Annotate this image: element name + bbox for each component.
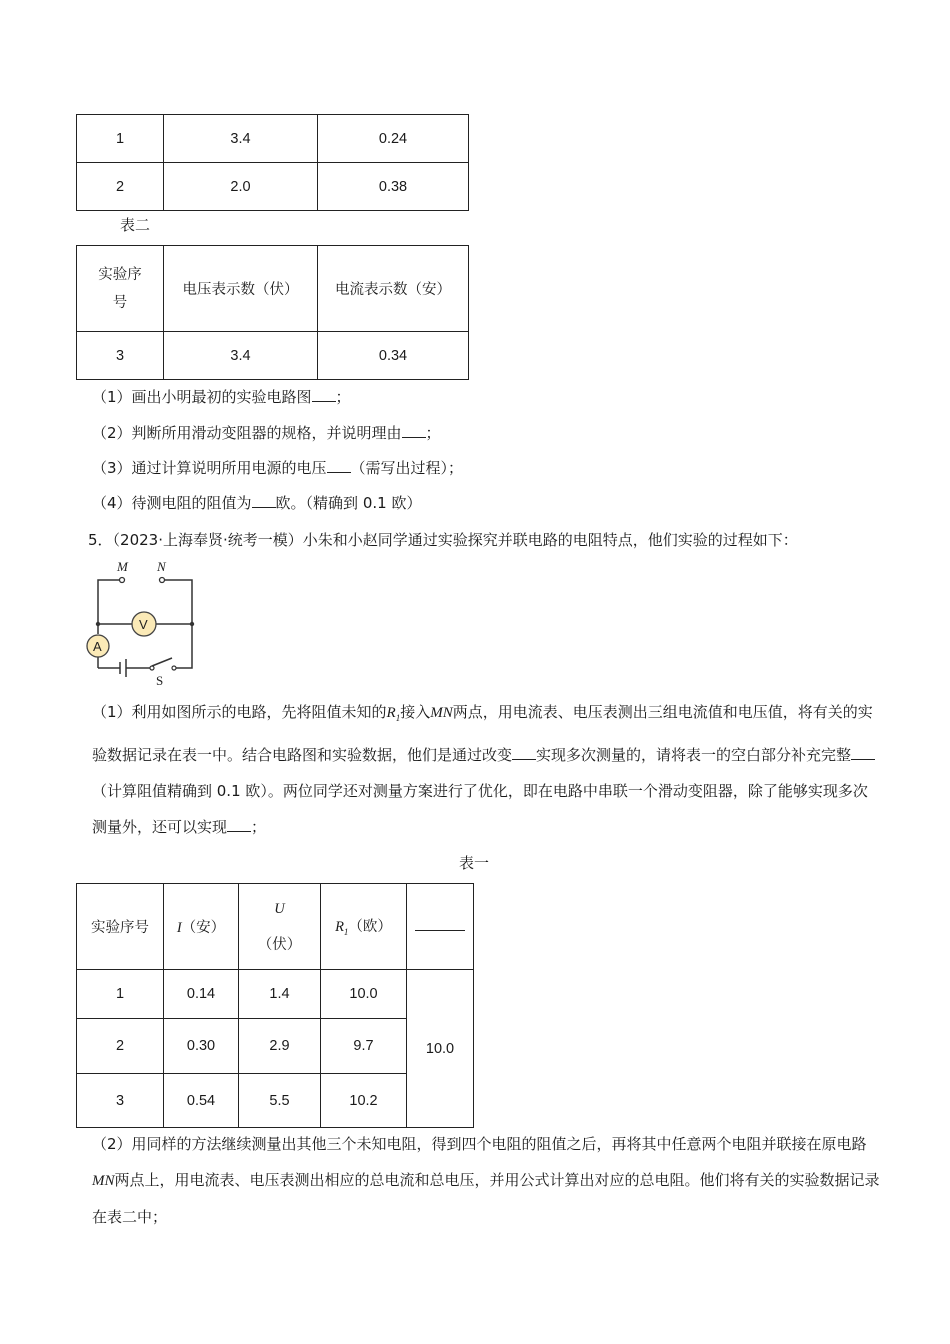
table-cell: 2.0 xyxy=(164,163,318,211)
table-cell: 0.24 xyxy=(318,115,469,163)
q4-part1-text: （1）画出小明最初的实验电路图 xyxy=(92,388,312,406)
table-header-cell xyxy=(321,884,407,970)
q4-part2-text: （2）判断所用滑动变阻器的规格，并说明理由 xyxy=(92,424,402,442)
q5-part2-text: 两点上，用电流表、电压表测出相应的总电流和总电压，并用公式计算出对应的总电阻。他们将有关的实验数据记录在表二中； xyxy=(92,1171,880,1226)
header-var-r-sub: 1 xyxy=(343,926,349,937)
junction-dot xyxy=(190,622,194,626)
header-var-r: R xyxy=(335,919,344,936)
answer-blank[interactable] xyxy=(252,495,276,508)
q5-part1-text: 两点，用电流表、电压表测出三组电流值和电压值，将有关的实验数据记录在表一中。结合电路图和实验数据，他们是通过改变 xyxy=(92,703,873,764)
terminal-n-dot xyxy=(160,578,165,583)
header-unit: （安） xyxy=(181,920,226,936)
table-cell: 3 xyxy=(77,332,164,380)
header-unit: （欧） xyxy=(348,919,392,936)
table2 xyxy=(76,245,469,380)
q5-part1-text: （1）利用如图所示的电路，先将阻值未知的 xyxy=(92,703,387,721)
q5-stem xyxy=(88,529,798,550)
table-cell: 2 xyxy=(77,163,164,211)
var-r-sub: 1 xyxy=(395,713,401,723)
q5-source: （2023·上海奉贤·统考一模） xyxy=(112,531,303,549)
header-var-u: U xyxy=(274,900,285,917)
var-mn: MN xyxy=(92,1173,115,1189)
q5-part2 xyxy=(92,1126,882,1235)
table-row xyxy=(77,970,474,1019)
q4-part3 xyxy=(92,457,463,478)
table-header-cell xyxy=(77,246,164,332)
table-row xyxy=(77,332,469,380)
table-header-cell: 电压表示数（伏） xyxy=(164,246,318,332)
switch-contact-dot xyxy=(150,666,154,670)
header-unit: （伏） xyxy=(257,936,302,953)
table-cell: 0.14 xyxy=(164,970,239,1019)
q4-part4-tail: 欧。（精确到 0.1 欧） xyxy=(275,494,422,512)
table-cell: 1.4 xyxy=(239,970,321,1019)
var-r: R xyxy=(386,705,396,721)
table-header-row xyxy=(77,246,469,332)
data-table-continued xyxy=(76,114,469,211)
q5-part1-text: ； xyxy=(251,818,267,836)
answer-blank[interactable] xyxy=(512,747,536,760)
table2-caption: 表二 xyxy=(120,216,151,234)
var-mn: MN xyxy=(430,705,453,721)
table-cell: 1 xyxy=(77,115,164,163)
terminal-m-dot xyxy=(120,578,125,583)
q5-number: 5． xyxy=(88,531,113,549)
switch-contact-dot xyxy=(172,666,176,670)
label-voltmeter: V xyxy=(139,617,148,632)
table-cell: 10.0 xyxy=(321,970,407,1019)
table-cell: 3.4 xyxy=(164,115,318,163)
q5-part1-text: 实现多次测量的，请将表一的空白部分补充完整 xyxy=(536,746,852,764)
q4-part1-tail: ； xyxy=(335,388,351,406)
table-cell: 3 xyxy=(77,1074,164,1128)
table-merged-cell: 10.0 xyxy=(407,970,474,1128)
q4-part2-tail: ； xyxy=(425,424,441,442)
q5-part1-text: 接入 xyxy=(400,703,431,721)
q4-part4 xyxy=(92,492,421,513)
answer-blank[interactable] xyxy=(402,425,426,438)
table-cell: 3.4 xyxy=(164,332,318,380)
table-row xyxy=(77,115,469,163)
table-cell: 2 xyxy=(77,1019,164,1074)
table1-caption: 表一 xyxy=(459,854,490,872)
label-ammeter: A xyxy=(93,639,102,654)
circuit-diagram xyxy=(82,558,212,690)
q5-stem-text: 小朱和小赵同学通过实验探究并联电路的电阻特点，他们实验的过程如下： xyxy=(302,531,798,549)
header-var-i: I xyxy=(176,920,182,936)
table-cell: 9.7 xyxy=(321,1019,407,1074)
table-header-row xyxy=(77,884,474,970)
label-switch: S xyxy=(156,673,164,688)
q4-part1 xyxy=(92,386,351,407)
table-cell: 2.9 xyxy=(239,1019,321,1074)
q5-part2-text: （2）用同样的方法继续测量出其他三个未知电阻，得到四个电阻的阻值之后，再将其中任意两个电阻并联接在原电路 xyxy=(92,1135,867,1153)
table-cell: 10.2 xyxy=(321,1074,407,1128)
answer-blank[interactable] xyxy=(227,819,251,832)
table-header-cell: 实验序号 xyxy=(77,884,164,970)
table1 xyxy=(76,883,474,1128)
table-header-cell: 电流表示数（安） xyxy=(318,246,469,332)
header-answer-blank[interactable] xyxy=(415,918,465,931)
label-n: N xyxy=(157,559,166,574)
answer-blank[interactable] xyxy=(312,389,336,402)
q4-part3-tail: （需写出过程）； xyxy=(350,459,464,477)
table-cell: 0.38 xyxy=(318,163,469,211)
header-var-u-line xyxy=(239,891,320,927)
q4-part4-text: （4）待测电阻的阻值为 xyxy=(92,494,252,512)
table-cell: 0.54 xyxy=(164,1074,239,1128)
table-row xyxy=(77,163,469,211)
answer-blank[interactable] xyxy=(851,747,875,760)
q5-part1-text: （计算阻值精确到 0.1 欧）。两位同学还对测量方案进行了优化，即在电路中串联一个滑动变阻器，除了能够实现多次测量外，还可以实现 xyxy=(92,782,868,836)
table-header-blank-cell xyxy=(407,884,474,970)
answer-blank[interactable] xyxy=(327,460,351,473)
table-cell: 0.30 xyxy=(164,1019,239,1074)
table-cell: 0.34 xyxy=(318,332,469,380)
junction-dot xyxy=(96,622,100,626)
table-cell: 5.5 xyxy=(239,1074,321,1128)
table-header-cell xyxy=(164,884,239,970)
q5-part1 xyxy=(92,694,882,845)
header-text: 实验序号 xyxy=(98,266,142,311)
label-m: M xyxy=(117,559,128,574)
q4-part3-text: （3）通过计算说明所用电源的电压 xyxy=(92,459,327,477)
table-cell: 1 xyxy=(77,970,164,1019)
table-header-cell xyxy=(239,884,321,970)
q4-part2 xyxy=(92,422,441,443)
